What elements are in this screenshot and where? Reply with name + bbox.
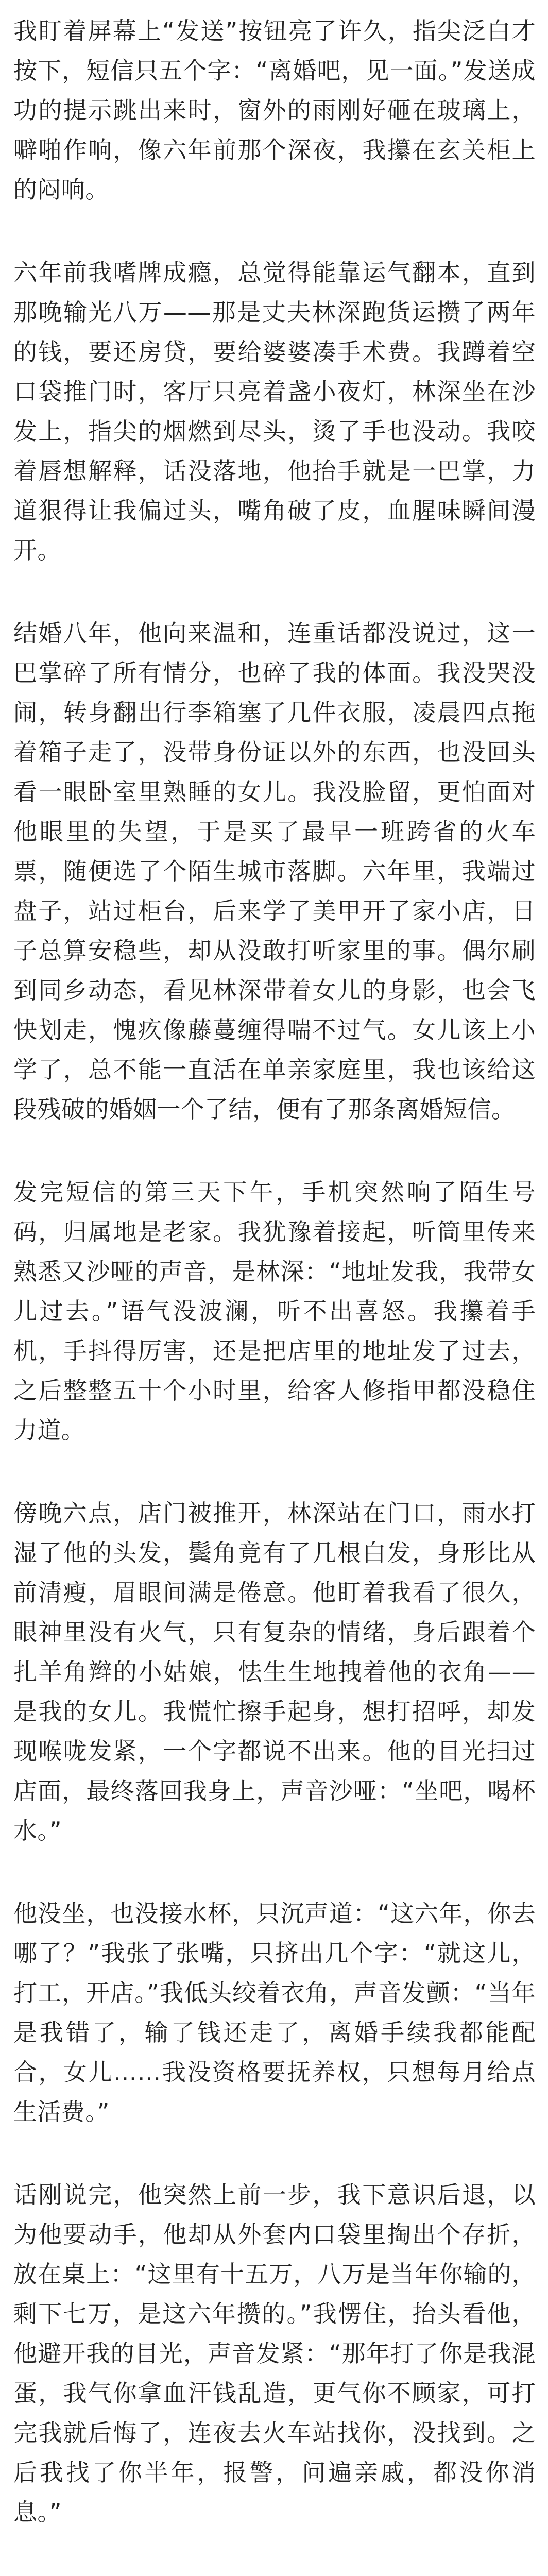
paragraph-4: 发完短信的第三天下午，手机突然响了陌生号码，归属地是老家。我犹豫着接起，听筒里传来熟悉又沙哑的声音，是林深：“地址发我，我带女儿过去。”语气没波澜，听不出喜怒。我攥着手机，手抖得厉害，还是把店里的地址发了过去，之后整整五十个小时里，给客人修指甲都没稳住力道。 bbox=[13, 1178, 536, 1444]
paragraph-2: 六年前我嗜牌成瘾，总觉得能靠运气翻本，直到那晚输光八万——那是丈夫林深跑货运攒了两年的钱，要还房贷，要给婆婆凑手术费。我蹲着空口袋推门时，客厅只亮着盏小夜灯，林深坐在沙发上，指尖的烟燃到尽头，烫了手也没动。我咬着唇想解释，话没落地，他抬手就是一巴掌，力道狠得让我偏过头，嘴角破了皮，血腥味瞬间漫开。 bbox=[13, 259, 536, 564]
paragraph-1: 我盯着屏幕上“发送”按钮亮了许久，指尖泛白才按下，短信只五个字：“离婚吧，见一面。”发送成功的提示跳出来时，窗外的雨刚好砸在玻璃上，噼啪作响，像六年前那个深夜，我攥在玄关柜上的闷响。 bbox=[13, 17, 536, 204]
paragraph-5: 傍晚六点，店门被推开，林深站在门口，雨水打湿了他的头发，鬓角竟有了几根白发，身形比从前清瘦，眉眼间满是倦意。他盯着我看了很久，眼神里没有火气，只有复杂的情绪，身后跟着个扎羊角辫的小姑娘，怯生生地拽着他的衣角——是我的女儿。我慌忙擦手起身，想打招呼，却发现喉咙发紧，一个字都说不出来。他的目光扫过店面，最终落回我身上，声音沙哑：“坐吧，喝杯水。” bbox=[13, 1499, 536, 1844]
paragraph-3: 结婚八年，他向来温和，连重话都没说过，这一巴掌碎了所有情分，也碎了我的体面。我没哭没闹，转身翻出行李箱塞了几件衣服，凌晨四点拖着箱子走了，没带身份证以外的东西，也没回头看一眼卧室里熟睡的女儿。我没脸留，更怕面对他眼里的失望，于是买了最早一班跨省的火车票，随便选了个陌生城市落脚。六年里，我端过盘子，站过柜台，后来学了美甲开了家小店，日子总算安稳些，却从没敢打听家里的事。偶尔刷到同乡动态，看见林深带着女儿的身影，也会飞快划走，愧疚像藤蔓缠得喘不过气。女儿该上小学了，总不能一直活在单亲家庭里，我也该给这段残破的婚姻一个了结，便有了那条离婚短信。 bbox=[13, 619, 536, 1123]
paragraph-7: 话刚说完，他突然上前一步，我下意识后退，以为他要动手，他却从外套内口袋里掏出个存折，放在桌上：“这里有十五万，八万是当年你输的，剩下七万，是这六年攒的。”我愣住，抬头看他，他避开我的目光，声音发紧：“那年打了你是我混蛋，我气你拿血汗钱乱造，更气你不顾家，可打完我就后悔了，连夜去火车站找你，没找到。之后我找了你半年，报警，问遍亲戚，都没你消息。” bbox=[13, 2181, 536, 2526]
paragraph-6: 他没坐，也没接水杯，只沉声道：“这六年，你去哪了？”我张了张嘴，只挤出几个字：“就这儿，打工，开店。”我低头绞着衣角，声音发颤：“当年是我错了，输了钱还走了，离婚手续我都能配合，女儿……我没资格要抚养权，只想每月给点生活费。” bbox=[13, 1900, 536, 2126]
